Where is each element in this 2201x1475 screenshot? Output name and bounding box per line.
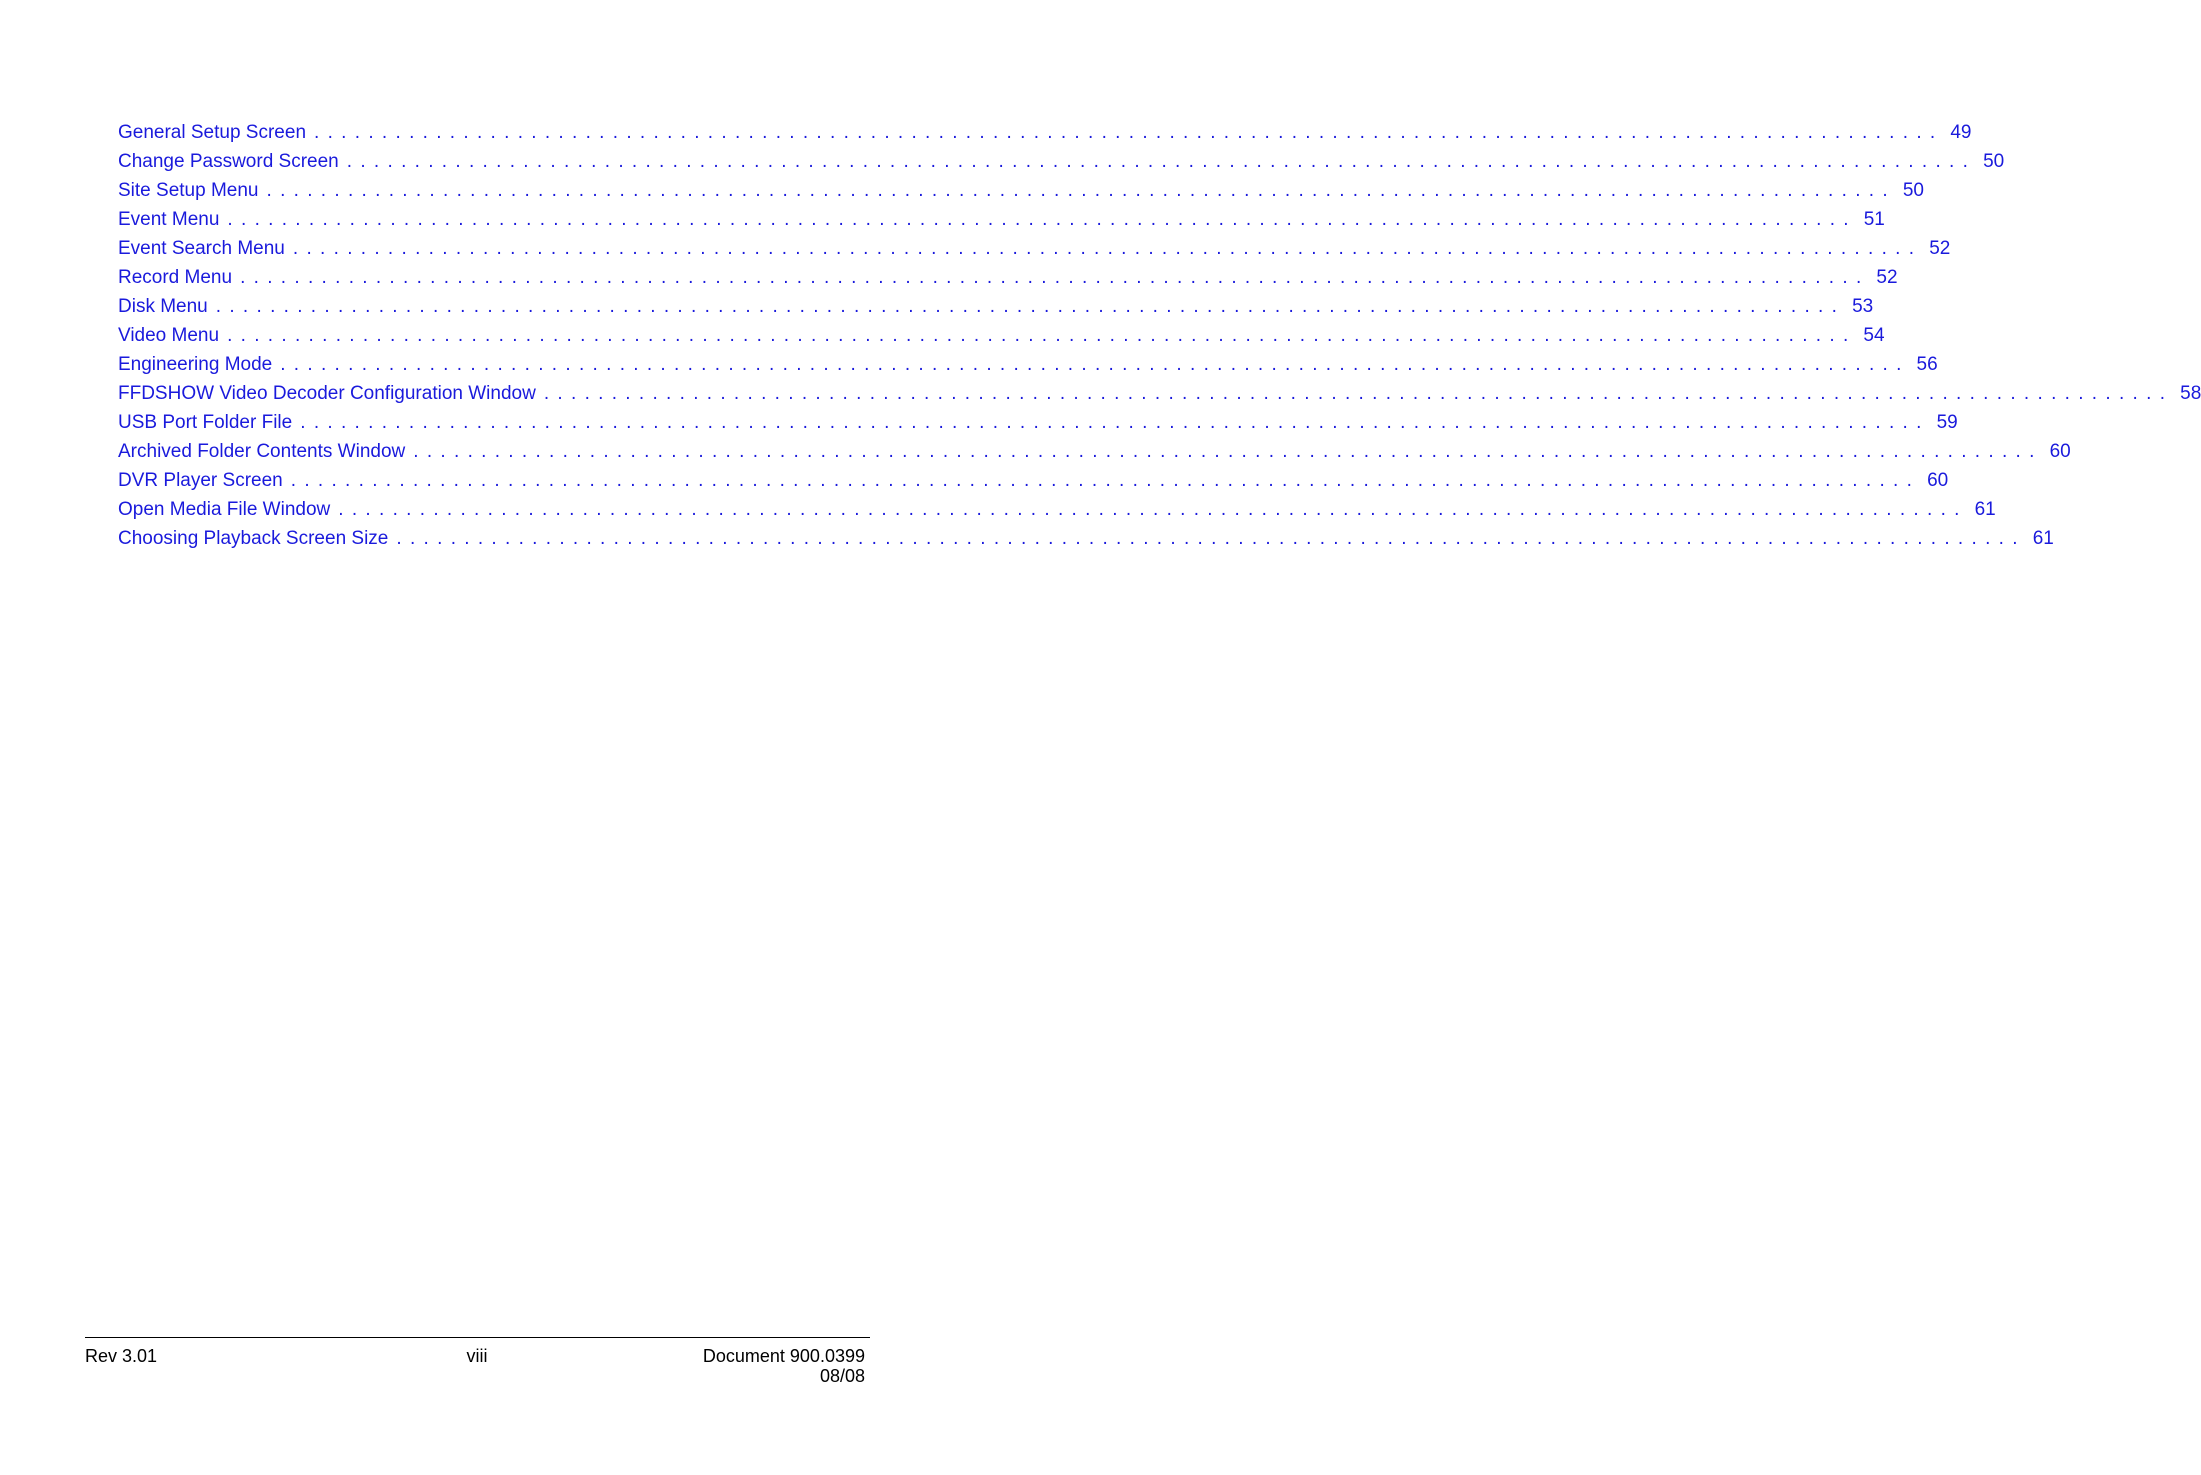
toc-entry-page: 50 — [1983, 151, 2005, 172]
toc-entry-page: 52 — [1876, 267, 1898, 288]
toc-entry-title: DVR Player Screen — [118, 470, 283, 491]
toc-entry-title: FFDSHOW Video Decoder Configuration Window — [118, 383, 536, 404]
toc-entry-page: 56 — [1916, 354, 1938, 375]
toc-entry[interactable] — [118, 151, 2005, 180]
footer-revision: Rev 3.01 — [85, 1346, 158, 1366]
toc-entry[interactable] — [118, 122, 1972, 151]
toc-entry-title: Disk Menu — [118, 296, 208, 317]
toc-entry[interactable] — [118, 180, 1924, 209]
toc-entry-title: Record Menu — [118, 267, 233, 288]
toc-entry-title: USB Port Folder File — [118, 412, 293, 433]
toc-entry[interactable] — [118, 209, 1885, 238]
dot-leader: ........................................................................................................................ — [227, 325, 1857, 346]
toc-entry-title: Archived Folder Contents Window — [118, 441, 406, 462]
dot-leader: ........................................................................................................................ — [266, 180, 1896, 201]
dot-leader: ........................................................................................................................ — [346, 151, 1977, 172]
toc-entry-title: Video Menu — [118, 325, 220, 346]
dot-leader: ........................................................................................................................ — [227, 209, 1857, 230]
dot-leader: ........................................................................................................................ — [413, 441, 2043, 462]
toc-entry-page: 52 — [1929, 238, 1951, 259]
toc-entry-title: Change Password Screen — [118, 151, 339, 172]
toc-entry-page: 49 — [1950, 122, 1972, 143]
toc-entry[interactable] — [118, 470, 1949, 499]
dot-leader: ........................................................................................................................ — [300, 412, 1930, 433]
toc-entry-title: Event Search Menu — [118, 238, 285, 259]
footer-divider — [85, 1337, 870, 1338]
toc-entry-page: 50 — [1902, 180, 1924, 201]
toc-entry[interactable] — [118, 441, 2071, 470]
dot-leader: ........................................................................................................................ — [240, 267, 1870, 288]
toc-entry[interactable] — [118, 383, 2201, 412]
toc-entry-page: 60 — [1927, 470, 1949, 491]
table-of-contents — [118, 122, 2201, 557]
toc-entry-title: General Setup Screen — [118, 122, 307, 143]
dot-leader: ........................................................................................................................ — [396, 528, 2026, 549]
toc-entry-page: 54 — [1863, 325, 1885, 346]
toc-entry[interactable] — [118, 499, 1996, 528]
dot-leader: ........................................................................................................................ — [292, 238, 1923, 259]
toc-entry-title: Choosing Playback Screen Size — [118, 528, 389, 549]
toc-entry[interactable] — [118, 412, 1958, 441]
dot-leader: ........................................................................................................................ — [280, 354, 1910, 375]
toc-entry-page: 59 — [1936, 412, 1958, 433]
toc-entry-title: Site Setup Menu — [118, 180, 259, 201]
footer-page-number: viii — [466, 1346, 488, 1366]
toc-entry[interactable] — [118, 354, 1938, 383]
toc-entry-title: Event Menu — [118, 209, 220, 230]
toc-entry-page: 58 — [2180, 383, 2201, 404]
toc-entry-page: 60 — [2049, 441, 2071, 462]
toc-entry[interactable] — [118, 238, 1951, 267]
dot-leader: ........................................................................................................................ — [290, 470, 1921, 491]
footer-document-info — [703, 1346, 865, 1386]
toc-entry-title: Open Media File Window — [118, 499, 331, 520]
dot-leader: ........................................................................................................................ — [543, 383, 2174, 404]
dot-leader: ........................................................................................................................ — [314, 122, 1944, 143]
toc-entry-page: 53 — [1852, 296, 1874, 317]
toc-entry-page: 61 — [2032, 528, 2054, 549]
toc-entry-page: 61 — [1974, 499, 1996, 520]
toc-entry[interactable] — [118, 528, 2054, 557]
toc-entry[interactable] — [118, 267, 1898, 296]
footer-date: 08/08 — [819, 1366, 865, 1386]
dot-leader: ........................................................................................................................ — [338, 499, 1968, 520]
dot-leader: ........................................................................................................................ — [215, 296, 1846, 317]
toc-entry[interactable] — [118, 296, 1874, 325]
toc-entry-title: Engineering Mode — [118, 354, 273, 375]
footer-document: Document 900.0399 — [702, 1346, 865, 1366]
toc-entry[interactable] — [118, 325, 1885, 354]
toc-entry-page: 51 — [1863, 209, 1885, 230]
